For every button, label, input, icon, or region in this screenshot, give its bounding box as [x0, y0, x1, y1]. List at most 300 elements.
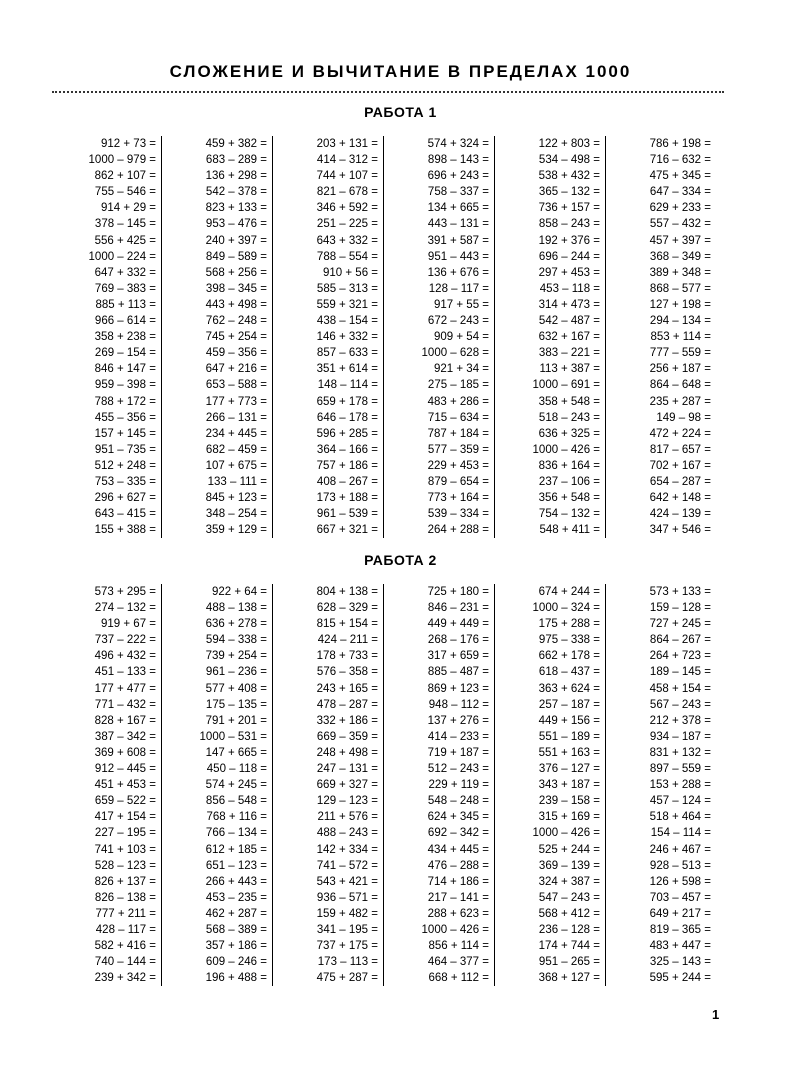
exercise-item: 414 – 233 =: [427, 730, 489, 743]
exercise-item: 239 – 158 =: [538, 795, 600, 808]
exercise-item: 577 + 408 =: [205, 682, 267, 695]
exercise-item: 369 – 139 =: [538, 859, 600, 872]
exercise-item: 459 – 356 =: [205, 347, 267, 360]
exercise-item: 457 – 124 =: [649, 795, 711, 808]
exercise-item: 368 – 349 =: [649, 250, 711, 263]
exercise-column: [605, 136, 716, 538]
exercise-item: 211 + 576 =: [317, 811, 378, 824]
exercise-item: 739 + 254 =: [205, 650, 267, 663]
exercise-item: 574 + 245 =: [205, 779, 267, 792]
exercise-item: 159 + 482 =: [316, 907, 378, 920]
exercise-item: 488 – 138 =: [205, 602, 267, 615]
exercise-item: 654 – 287 =: [649, 475, 711, 488]
exercise-item: 528 – 123 =: [94, 859, 156, 872]
exercise-item: 828 + 167 =: [94, 714, 156, 727]
exercise-item: 556 + 425 =: [94, 234, 156, 247]
exercise-item: 443 – 131 =: [427, 218, 489, 231]
exercise-item: 736 + 157 =: [538, 202, 600, 215]
exercise-column: [272, 584, 383, 986]
exercise-item: 548 – 248 =: [427, 795, 489, 808]
exercise-item: 268 – 176 =: [427, 634, 489, 647]
exercise-item: 826 – 138 =: [94, 891, 156, 904]
exercise-item: 594 – 338 =: [205, 634, 267, 647]
exercise-item: 568 + 412 =: [538, 907, 600, 920]
exercise-item: 862 + 107 =: [94, 170, 156, 183]
exercise-item: 455 – 356 =: [94, 411, 156, 424]
exercise-item: 557 – 432 =: [649, 218, 711, 231]
exercise-item: 387 – 342 =: [94, 730, 156, 743]
exercise-item: 175 + 288 =: [538, 618, 600, 631]
exercise-item: 134 + 665 =: [427, 202, 489, 215]
exercise-item: 1000 – 979 =: [88, 154, 156, 167]
exercise-item: 934 – 187 =: [649, 730, 711, 743]
exercise-item: 547 – 243 =: [538, 891, 600, 904]
exercise-item: 953 – 476 =: [205, 218, 267, 231]
exercise-item: 846 + 147 =: [94, 363, 156, 376]
exercise-item: 857 – 633 =: [316, 347, 378, 360]
exercise-item: 157 + 145 =: [94, 427, 156, 440]
exercise-item: 682 – 459 =: [205, 443, 267, 456]
exercise-item: 659 + 178 =: [316, 395, 378, 408]
exercise-item: 240 + 397 =: [205, 234, 267, 247]
exercise-item: 343 + 187 =: [538, 779, 600, 792]
exercise-item: 951 – 443 =: [427, 250, 489, 263]
exercise-item: 458 + 154 =: [649, 682, 711, 695]
exercise-item: 153 + 288 =: [649, 779, 711, 792]
exercise-item: 398 – 345 =: [205, 282, 267, 295]
exercise-item: 628 – 329 =: [316, 602, 378, 615]
exercise-item: 408 – 267 =: [316, 475, 378, 488]
exercise-item: 472 + 224 =: [649, 427, 711, 440]
exercise-item: 177 + 477 =: [94, 682, 156, 695]
exercise-item: 539 – 334 =: [427, 508, 489, 521]
exercise-item: 787 + 184 =: [427, 427, 489, 440]
exercise-item: 740 – 144 =: [94, 956, 156, 969]
exercise-item: 297 + 453 =: [538, 266, 600, 279]
exercise-item: 351 + 614 =: [316, 363, 378, 376]
exercise-item: 653 – 588 =: [205, 379, 267, 392]
exercise-item: 314 + 473 =: [538, 298, 600, 311]
exercise-column: [272, 136, 383, 538]
exercise-item: 451 – 133 =: [94, 666, 156, 679]
exercise-item: 173 + 188 =: [316, 492, 378, 505]
exercise-item: 542 – 487 =: [538, 315, 600, 328]
exercise-item: 236 – 128 =: [538, 923, 600, 936]
exercise-item: 618 – 437 =: [538, 666, 600, 679]
exercise-item: 133 – 111 =: [207, 475, 267, 488]
exercise-item: 755 – 546 =: [94, 186, 156, 199]
exercise-item: 573 + 133 =: [649, 586, 711, 598]
exercise-item: 823 + 133 =: [205, 202, 267, 215]
exercise-column: [494, 136, 605, 538]
exercise-item: 585 – 313 =: [316, 282, 378, 295]
exercise-item: 864 – 267 =: [649, 634, 711, 647]
exercise-item: 346 + 592 =: [316, 202, 378, 215]
page-number: 1: [712, 1007, 720, 1022]
exercise-item: 609 – 246 =: [205, 956, 267, 969]
exercise-item: 275 – 185 =: [427, 379, 489, 392]
exercise-item: 769 – 383 =: [94, 282, 156, 295]
exercise-item: 961 – 539 =: [316, 508, 378, 521]
exercise-item: 136 + 676 =: [427, 266, 489, 279]
exercise-item: 898 – 143 =: [427, 154, 489, 167]
exercise-item: 128 – 117 =: [428, 282, 489, 295]
exercise-item: 885 – 487 =: [427, 666, 489, 679]
exercise-item: 1000 – 691 =: [532, 379, 600, 392]
exercise-item: 910 + 56 =: [323, 266, 378, 279]
exercise-item: 155 + 388 =: [94, 524, 156, 537]
exercise-item: 368 + 127 =: [538, 972, 600, 985]
exercise-column: [605, 584, 716, 986]
exercise-item: 819 – 365 =: [649, 923, 711, 936]
exercise-item: 428 – 117 =: [95, 923, 156, 936]
exercise-item: 551 – 189 =: [538, 730, 600, 743]
exercise-item: 669 – 359 =: [316, 730, 378, 743]
exercise-item: 642 + 148 =: [649, 492, 711, 505]
exercise-item: 227 – 195 =: [94, 827, 156, 840]
exercise-item: 274 – 132 =: [94, 602, 156, 615]
exercise-item: 716 – 632 =: [649, 154, 711, 167]
exercise-item: 786 + 198 =: [649, 138, 711, 150]
exercise-column: [494, 584, 605, 986]
page-title: СЛОЖЕНИЕ И ВЫЧИТАНИЕ В ПРЕДЕЛАХ 1000: [169, 62, 632, 81]
exercise-item: 113 + 387 =: [539, 363, 600, 376]
exercise-item: 147 + 665 =: [205, 746, 267, 759]
exercise-item: 771 – 432 =: [94, 698, 156, 711]
exercise-item: 453 – 235 =: [205, 891, 267, 904]
exercise-item: 389 + 348 =: [649, 266, 711, 279]
exercise-item: 464 – 377 =: [427, 956, 489, 969]
exercise-item: 136 + 298 =: [205, 170, 267, 183]
exercise-item: 178 + 733 =: [316, 650, 378, 663]
exercise-item: 264 + 723 =: [649, 650, 711, 663]
exercise-item: 378 – 145 =: [94, 218, 156, 231]
exercise-item: 715 – 634 =: [427, 411, 489, 424]
exercise-item: 568 – 389 =: [205, 923, 267, 936]
exercise-item: 365 – 132 =: [538, 186, 600, 199]
exercise-item: 450 – 118 =: [206, 763, 267, 776]
exercise-item: 434 + 445 =: [427, 843, 489, 856]
exercise-item: 1000 – 426 =: [532, 443, 600, 456]
exercise-item: 672 – 243 =: [427, 315, 489, 328]
exercise-item: 356 + 548 =: [538, 492, 600, 505]
exercise-item: 831 + 132 =: [649, 746, 711, 759]
exercise-column: [383, 136, 494, 538]
exercise-item: 443 + 498 =: [205, 298, 267, 311]
exercise-item: 961 – 236 =: [205, 666, 267, 679]
exercise-item: 727 + 245 =: [649, 618, 711, 631]
exercise-item: 643 – 415 =: [94, 508, 156, 521]
exercise-item: 948 – 112 =: [428, 698, 489, 711]
exercise-item: 777 – 559 =: [649, 347, 711, 360]
exercise-item: 551 + 163 =: [538, 746, 600, 759]
exercise-item: 175 – 135 =: [205, 698, 267, 711]
exercise-item: 856 – 548 =: [205, 795, 267, 808]
exercise-item: 203 + 131 =: [316, 138, 378, 150]
exercise-item: 122 + 803 =: [538, 138, 600, 150]
exercise-item: 538 + 432 =: [538, 170, 600, 183]
exercise-item: 864 – 648 =: [649, 379, 711, 392]
exercise-item: 414 – 312 =: [316, 154, 378, 167]
exercise-item: 1000 – 324 =: [532, 602, 600, 615]
exercise-item: 777 + 211 =: [95, 907, 156, 920]
exercise-item: 636 + 325 =: [538, 427, 600, 440]
exercise-item: 483 + 286 =: [427, 395, 489, 408]
exercise-item: 836 + 164 =: [538, 459, 600, 472]
exercise-item: 624 + 345 =: [427, 811, 489, 824]
exercise-item: 846 – 231 =: [427, 602, 489, 615]
exercise-item: 243 + 165 =: [316, 682, 378, 695]
dotted-divider: [52, 91, 724, 93]
exercise-item: 741 – 572 =: [316, 859, 378, 872]
exercise-item: 288 + 623 =: [427, 907, 489, 920]
exercise-item: 269 – 154 =: [94, 347, 156, 360]
exercise-item: 347 + 546 =: [649, 524, 711, 537]
exercise-item: 234 + 445 =: [205, 427, 267, 440]
exercise-item: 296 + 627 =: [94, 492, 156, 505]
exercise-item: 649 + 217 =: [649, 907, 711, 920]
exercise-item: 791 + 201 =: [205, 714, 267, 727]
exercise-item: 475 + 287 =: [316, 972, 378, 985]
exercise-item: 667 + 321 =: [316, 524, 378, 537]
exercise-item: 692 – 342 =: [427, 827, 489, 840]
exercise-item: 612 + 185 =: [205, 843, 267, 856]
section-title-work-2: РАБОТА 2: [364, 552, 437, 568]
exercise-item: 741 + 103 =: [94, 843, 156, 856]
exercise-grid-work-1: [50, 136, 730, 538]
exercise-grid-work-2: [50, 584, 730, 986]
exercise-item: 868 – 577 =: [649, 282, 711, 295]
exercise-item: 745 + 254 =: [205, 331, 267, 344]
exercise-item: 266 + 443 =: [205, 875, 267, 888]
exercise-item: 294 – 134 =: [649, 315, 711, 328]
exercise-item: 177 + 773 =: [205, 395, 267, 408]
exercise-item: 363 + 624 =: [538, 682, 600, 695]
exercise-item: 1000 – 426 =: [532, 827, 600, 840]
exercise-item: 856 + 114 =: [428, 940, 489, 953]
exercise-item: 451 + 453 =: [94, 779, 156, 792]
exercise-item: 129 – 123 =: [316, 795, 378, 808]
exercise-item: 696 + 243 =: [427, 170, 489, 183]
exercise-item: 766 – 134 =: [205, 827, 267, 840]
exercise-item: 512 + 248 =: [94, 459, 156, 472]
exercise-item: 173 – 113 =: [317, 956, 378, 969]
exercise-column: [383, 584, 494, 986]
exercise-item: 525 + 244 =: [538, 843, 600, 856]
exercise-item: 744 + 107 =: [316, 170, 378, 183]
exercise-item: 574 + 324 =: [427, 138, 489, 150]
exercise-item: 189 – 145 =: [649, 666, 711, 679]
exercise-item: 826 + 137 =: [94, 875, 156, 888]
exercise-item: 951 – 735 =: [94, 443, 156, 456]
exercise-item: 417 + 154 =: [94, 811, 156, 824]
exercise-item: 453 – 118 =: [539, 282, 600, 295]
exercise-item: 643 + 332 =: [316, 234, 378, 247]
exercise-item: 459 + 382 =: [205, 138, 267, 150]
exercise-item: 757 + 186 =: [316, 459, 378, 472]
exercise-item: 683 – 289 =: [205, 154, 267, 167]
exercise-item: 257 – 187 =: [538, 698, 600, 711]
exercise-item: 702 + 167 =: [649, 459, 711, 472]
exercise-item: 391 + 587 =: [427, 234, 489, 247]
exercise-item: 149 – 98 =: [656, 411, 711, 424]
exercise-item: 897 – 559 =: [649, 763, 711, 776]
exercise-item: 632 + 167 =: [538, 331, 600, 344]
exercise-item: 251 – 225 =: [316, 218, 378, 231]
exercise-item: 909 + 54 =: [434, 331, 489, 344]
exercise-item: 159 – 128 =: [649, 602, 711, 615]
exercise-item: 512 – 243 =: [427, 763, 489, 776]
exercise-item: 788 – 554 =: [316, 250, 378, 263]
exercise-item: 595 + 244 =: [649, 972, 711, 985]
exercise-item: 753 – 335 =: [94, 475, 156, 488]
exercise-item: 936 – 571 =: [316, 891, 378, 904]
exercise-item: 696 – 244 =: [538, 250, 600, 263]
exercise-item: 348 – 254 =: [205, 508, 267, 521]
exercise-item: 358 + 548 =: [538, 395, 600, 408]
exercise-item: 229 + 119 =: [428, 779, 489, 792]
exercise-item: 647 + 216 =: [205, 363, 267, 376]
exercise-item: 921 + 34 =: [434, 363, 489, 376]
exercise-item: 737 + 175 =: [316, 940, 378, 953]
exercise-column: [50, 136, 161, 538]
exercise-item: 137 + 276 =: [427, 714, 489, 727]
exercise-item: 542 – 378 =: [205, 186, 267, 199]
exercise-item: 424 – 211 =: [317, 634, 378, 647]
exercise-column: [161, 136, 272, 538]
exercise-item: 966 – 614 =: [94, 315, 156, 328]
exercise-item: 951 – 265 =: [538, 956, 600, 969]
exercise-item: 341 – 195 =: [316, 923, 378, 936]
exercise-item: 246 + 467 =: [649, 843, 711, 856]
exercise-item: 142 + 334 =: [316, 843, 378, 856]
exercise-item: 858 – 243 =: [538, 218, 600, 231]
exercise-item: 217 – 141 =: [427, 891, 489, 904]
exercise-item: 457 + 397 =: [649, 234, 711, 247]
exercise-item: 358 + 238 =: [94, 331, 156, 344]
exercise-item: 376 – 127 =: [538, 763, 600, 776]
exercise-item: 196 + 488 =: [205, 972, 267, 985]
exercise-item: 192 + 376 =: [538, 234, 600, 247]
exercise-item: 788 + 172 =: [94, 395, 156, 408]
exercise-item: 758 – 337 =: [427, 186, 489, 199]
exercise-item: 534 – 498 =: [538, 154, 600, 167]
exercise-item: 725 + 180 =: [427, 586, 489, 598]
exercise-item: 264 + 288 =: [427, 524, 489, 537]
exercise-item: 364 – 166 =: [316, 443, 378, 456]
exercise-item: 154 – 114 =: [650, 827, 711, 840]
exercise-item: 928 – 513 =: [649, 859, 711, 872]
exercise-item: 315 + 169 =: [538, 811, 600, 824]
section-title-work-1: РАБОТА 1: [364, 104, 437, 120]
exercise-item: 174 + 744 =: [538, 940, 600, 953]
exercise-item: 438 – 154 =: [316, 315, 378, 328]
exercise-item: 483 + 447 =: [649, 940, 711, 953]
exercise-item: 646 – 178 =: [316, 411, 378, 424]
exercise-item: 357 + 186 =: [205, 940, 267, 953]
exercise-item: 576 – 358 =: [316, 666, 378, 679]
exercise-item: 845 + 123 =: [205, 492, 267, 505]
exercise-item: 662 + 178 =: [538, 650, 600, 663]
exercise-item: 714 + 186 =: [427, 875, 489, 888]
exercise-item: 239 + 342 =: [94, 972, 156, 985]
exercise-item: 853 + 114 =: [650, 331, 711, 344]
exercise-item: 647 + 332 =: [94, 266, 156, 279]
exercise-item: 1000 – 531 =: [199, 730, 267, 743]
exercise-item: 668 + 112 =: [428, 972, 489, 985]
exercise-item: 754 – 132 =: [538, 508, 600, 521]
exercise-item: 543 + 421 =: [316, 875, 378, 888]
exercise-item: 773 + 164 =: [427, 492, 489, 505]
exercise-item: 975 – 338 =: [538, 634, 600, 647]
exercise-item: 332 + 186 =: [316, 714, 378, 727]
exercise-item: 237 – 106 =: [538, 475, 600, 488]
exercise-item: 1000 – 224 =: [88, 250, 156, 263]
exercise-item: 577 – 359 =: [427, 443, 489, 456]
exercise-item: 324 + 387 =: [538, 875, 600, 888]
exercise-column: [50, 584, 161, 986]
exercise-item: 256 + 187 =: [649, 363, 711, 376]
exercise-item: 922 + 64 =: [212, 586, 267, 598]
exercise-item: 559 + 321 =: [316, 298, 378, 311]
exercise-item: 359 + 129 =: [205, 524, 267, 537]
exercise-column: [161, 584, 272, 986]
exercise-item: 548 + 411 =: [539, 524, 600, 537]
exercise-item: 917 + 55 =: [434, 298, 489, 311]
exercise-item: 1000 – 628 =: [421, 347, 489, 360]
exercise-item: 849 – 589 =: [205, 250, 267, 263]
exercise-item: 148 – 114 =: [317, 379, 378, 392]
exercise-item: 703 – 457 =: [649, 891, 711, 904]
exercise-item: 496 + 432 =: [94, 650, 156, 663]
exercise-item: 651 – 123 =: [205, 859, 267, 872]
exercise-item: 885 + 113 =: [95, 298, 156, 311]
exercise-item: 449 + 156 =: [538, 714, 600, 727]
exercise-item: 647 – 334 =: [649, 186, 711, 199]
exercise-item: 912 + 73 =: [101, 138, 156, 150]
exercise-item: 1000 – 426 =: [421, 923, 489, 936]
exercise-item: 568 + 256 =: [205, 266, 267, 279]
exercise-item: 737 – 222 =: [94, 634, 156, 647]
exercise-item: 449 + 449 =: [427, 618, 489, 631]
exercise-item: 369 + 608 =: [94, 746, 156, 759]
exercise-item: 567 – 243 =: [649, 698, 711, 711]
exercise-item: 815 + 154 =: [316, 618, 378, 631]
exercise-item: 518 – 243 =: [538, 411, 600, 424]
exercise-item: 879 – 654 =: [427, 475, 489, 488]
exercise-item: 659 – 522 =: [94, 795, 156, 808]
exercise-item: 317 + 659 =: [427, 650, 489, 663]
exercise-item: 912 – 445 =: [94, 763, 156, 776]
exercise-item: 914 + 29 =: [101, 202, 156, 215]
exercise-item: 804 + 138 =: [316, 586, 378, 598]
exercise-item: 127 + 198 =: [649, 298, 711, 311]
exercise-item: 325 – 143 =: [649, 956, 711, 969]
exercise-item: 821 – 678 =: [316, 186, 378, 199]
exercise-item: 212 + 378 =: [649, 714, 711, 727]
exercise-item: 229 + 453 =: [427, 459, 489, 472]
exercise-item: 573 + 295 =: [94, 586, 156, 598]
exercise-item: 475 + 345 =: [649, 170, 711, 183]
exercise-item: 719 + 187 =: [427, 746, 489, 759]
exercise-item: 669 + 327 =: [316, 779, 378, 792]
exercise-item: 247 – 131 =: [316, 763, 378, 776]
exercise-item: 919 + 67 =: [101, 618, 156, 631]
exercise-item: 959 – 398 =: [94, 379, 156, 392]
exercise-item: 518 + 464 =: [649, 811, 711, 824]
exercise-item: 817 – 657 =: [649, 443, 711, 456]
exercise-item: 768 + 116 =: [206, 811, 267, 824]
